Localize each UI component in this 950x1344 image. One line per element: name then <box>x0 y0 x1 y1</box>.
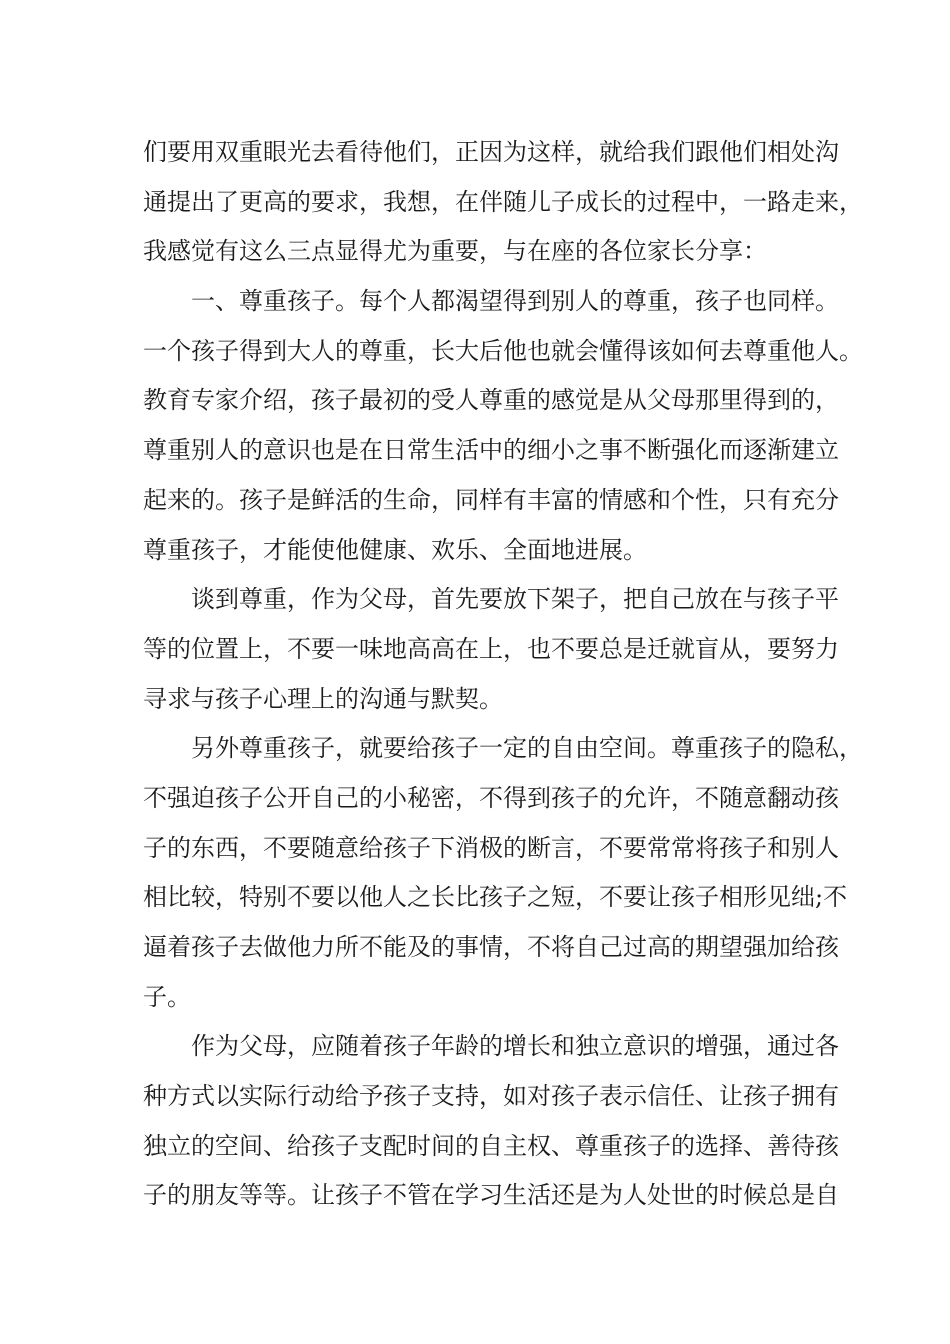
text-line: 一个孩子得到大人的尊重，长大后他也就会懂得该如何去尊重他人。 <box>143 336 863 365</box>
text-line: 另外尊重孩子，就要给孩子一定的自由空间。尊重孩子的隐私， <box>191 734 863 763</box>
text-line: 不强迫孩子公开自己的小秘密，不得到孩子的允许，不随意翻动孩 <box>143 783 839 812</box>
text-line: 子的东西，不要随意给孩子下消极的断言，不要常常将孩子和别人 <box>143 833 839 862</box>
text-line: 等的位置上，不要一味地高高在上，也不要总是迁就盲从，要努力 <box>143 634 839 663</box>
text-line: 通提出了更高的要求，我想，在伴随儿子成长的过程中，一路走来， <box>143 187 863 216</box>
text-line: 谈到尊重，作为父母，首先要放下架子，把自己放在与孩子平 <box>191 585 839 614</box>
text-line: 种方式以实际行动给予孩子支持，如对孩子表示信任、让孩子拥有 <box>143 1082 839 1111</box>
text-line: 作为父母，应随着孩子年龄的增长和独立意识的增强，通过各 <box>191 1032 839 1061</box>
text-line: 独立的空间、给孩子支配时间的自主权、尊重孩子的选择、善待孩 <box>143 1131 839 1160</box>
text-line: 们要用双重眼光去看待他们，正因为这样，就给我们跟他们相处沟 <box>143 138 839 166</box>
text-line: 尊重孩子，才能使他健康、欢乐、全面地进展。 <box>143 535 647 564</box>
text-line: 寻求与孩子心理上的沟通与默契。 <box>143 684 503 713</box>
text-line: 子。 <box>143 982 191 1011</box>
text-line: 逼着孩子去做他力所不能及的事情，不将自己过高的期望强加给孩 <box>143 933 839 961</box>
text-line: 我感觉有这么三点显得尤为重要，与在座的各位家长分享： <box>143 237 767 266</box>
text-line: 一、尊重孩子。每个人都渴望得到别人的尊重，孩子也同样。 <box>191 287 839 316</box>
text-line: 子的朋友等等。让孩子不管在学习生活还是为人处世的时候总是自 <box>143 1181 839 1210</box>
text-line: 尊重别人的意识也是在日常生活中的细小之事不断强化而逐渐建立 <box>143 436 839 465</box>
document-body <box>143 133 863 1226</box>
text-line: 相比较，特别不要以他人之长比孩子之短，不要让孩子相形见绌;不 <box>143 883 848 912</box>
text-line: 教育专家介绍，孩子最初的受人尊重的感觉是从父母那里得到的， <box>143 386 839 415</box>
text-line: 起来的。孩子是鲜活的生命，同样有丰富的情感和个性，只有充分 <box>143 485 839 514</box>
